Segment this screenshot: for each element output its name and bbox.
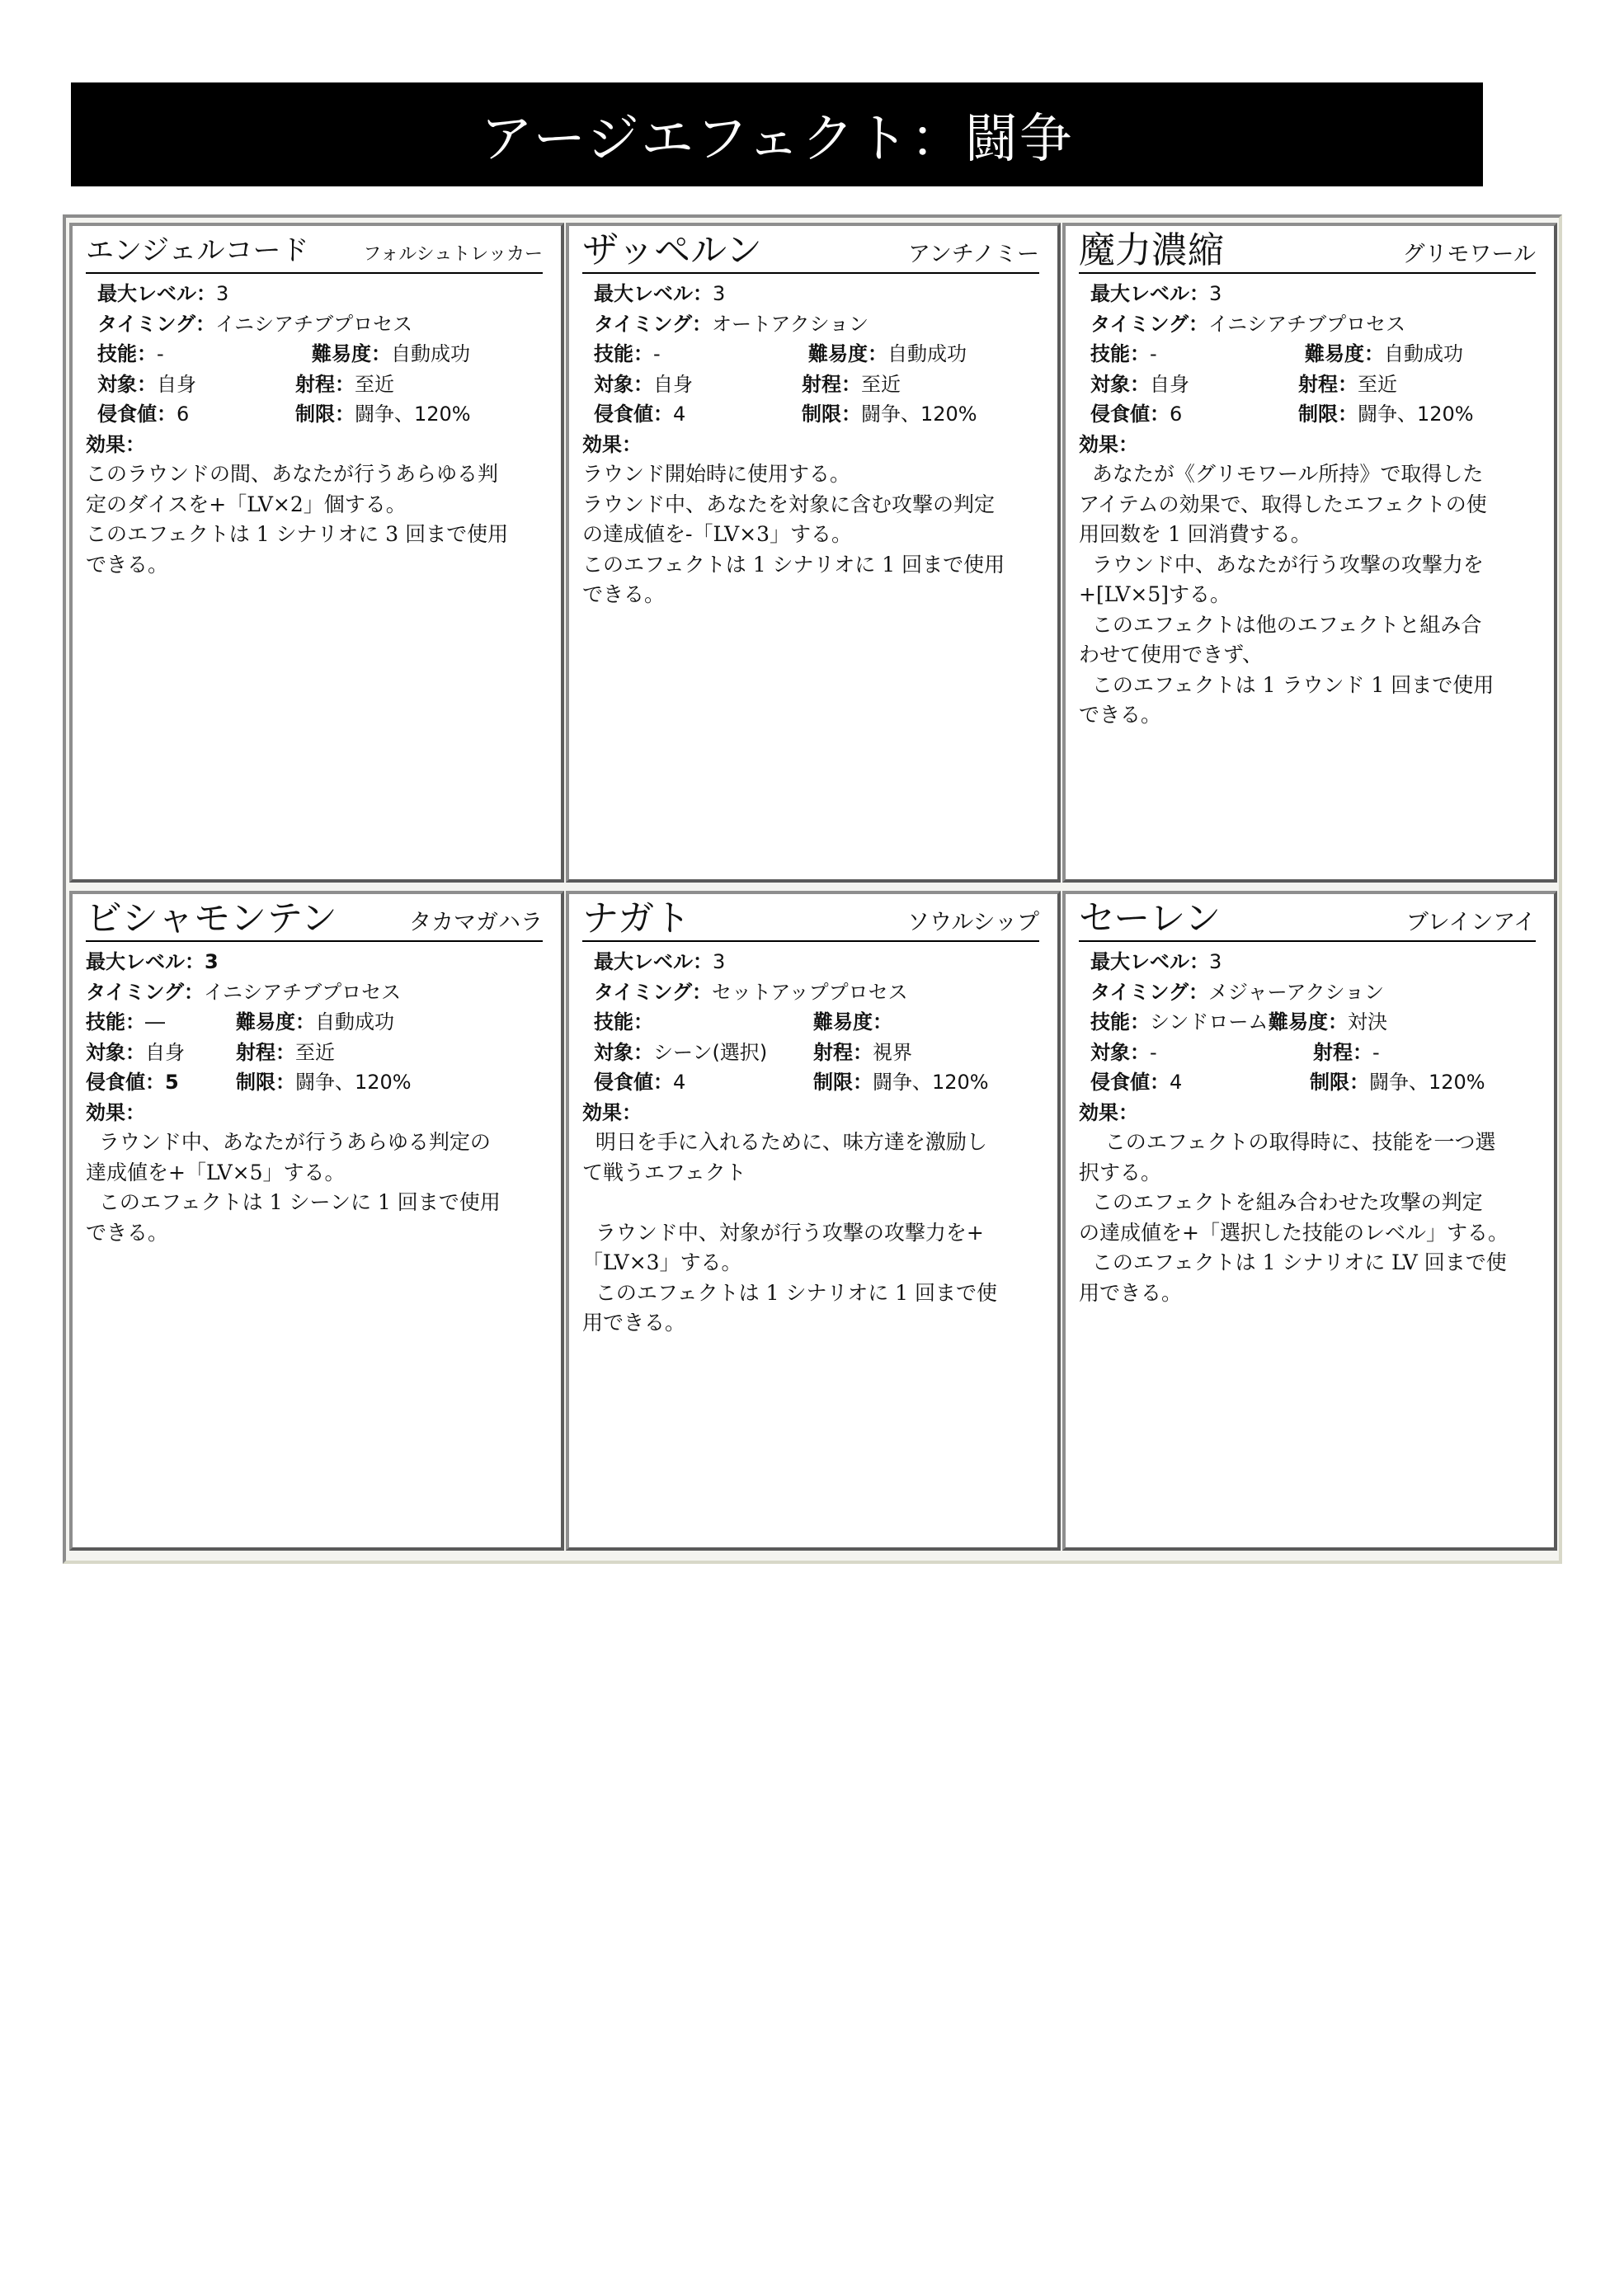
effect-description: このラウンドの間、あなたが行うあらゆる判 定のダイスを+「LV×2」個する。 このエフェクトは 1 シナリオに 3 回まで使用 できる。: [86, 462, 509, 577]
skill-value: ―: [145, 1010, 165, 1033]
range-label: 射程：: [813, 1040, 873, 1064]
skill-label: 技能：: [1090, 342, 1150, 365]
target-row: [594, 370, 1047, 400]
target-row: [1090, 370, 1544, 400]
erosion-value: 6: [177, 403, 190, 426]
skill-row: [97, 339, 551, 370]
effect-card: [566, 223, 1061, 883]
effect-description: あなたが《グリモワール所持》で取得した アイテムの効果で、取得したエフェクトの使 用回数を 1 回消費する。 ラウンド中、あなたが行う攻撃の攻撃力を +[LV×5]する。 このエフェクトは他のエフェクトと組み合 わせて使用できず、 このエフェクトは 1 ラウンド 1 回まで使用 できる。: [1079, 462, 1495, 727]
effect-name: セーレン: [1079, 897, 1222, 939]
limit-label: 制限：: [236, 1071, 295, 1094]
timing-label: タイミング：: [86, 980, 205, 1004]
timing-row: [594, 977, 1047, 1008]
skill-label: 技能：: [594, 1010, 653, 1033]
max-level-label: 最大レベル：: [1090, 950, 1209, 973]
erosion-row: [594, 399, 1047, 430]
effect-label: 効果：: [86, 1100, 145, 1124]
erosion-value: 5: [165, 1071, 179, 1094]
skill-row: [594, 339, 1047, 370]
card-header: [86, 231, 543, 274]
erosion-label: 侵食値：: [594, 403, 673, 426]
effect-label: 効果：: [1079, 1100, 1138, 1124]
range-value: -: [1372, 1040, 1380, 1064]
max-level-value: 3: [713, 950, 726, 973]
limit-value: 闘争、120%: [861, 403, 977, 426]
effect-description: このエフェクトの取得時に、技能を一つ選 択する。 このエフェクトを組み合わせた攻撃の判定 の達成値を+「選択した技能のレベル」する。 このエフェクトは 1 シナリオに LV 回まで使 用できる。: [1079, 1130, 1509, 1305]
syndrome-name: ブレインアイ: [1405, 910, 1536, 935]
target-value: 自身: [653, 372, 693, 396]
target-value: 自身: [145, 1040, 185, 1064]
target-value: 自身: [157, 372, 196, 396]
effect-stats: [1079, 947, 1544, 1098]
effect-label: 効果：: [582, 1100, 642, 1124]
effect-description: ラウンド開始時に使用する。 ラウンド中、あなたを対象に含む攻撃の判定 の達成値を-「LV×3」する。 このエフェクトは 1 シナリオに 1 回まで使用 できる。: [582, 462, 1005, 606]
effect-name: ビシャモンテン: [86, 897, 337, 939]
timing-label: タイミング：: [594, 980, 713, 1004]
difficulty-label: 難易度：: [236, 1010, 315, 1033]
max-level-row: [1090, 947, 1544, 977]
difficulty-label: 難易度：: [808, 342, 887, 365]
skill-value: -: [1150, 342, 1157, 365]
erosion-label: 侵食値：: [1090, 1071, 1170, 1094]
target-row: [1090, 1038, 1544, 1068]
erosion-label: 侵食値：: [97, 403, 177, 426]
syndrome-name: アンチノミー: [907, 242, 1039, 267]
limit-label: 制限：: [1298, 403, 1358, 426]
target-value: -: [1150, 1040, 1157, 1064]
skill-value: -: [157, 342, 164, 365]
card-header: [1079, 899, 1536, 942]
skill-row: [1090, 339, 1544, 370]
limit-value: 闘争、120%: [295, 1071, 412, 1094]
difficulty-label: 難易度：: [1305, 342, 1384, 365]
skill-label: 技能：: [86, 1010, 145, 1033]
erosion-value: 4: [673, 403, 686, 426]
target-label: 対象：: [1090, 1040, 1150, 1064]
effect-stats: [582, 279, 1047, 430]
max-level-row: [86, 947, 551, 977]
erosion-row: [1090, 399, 1544, 430]
timing-value: イニシアチブプロセス: [215, 312, 413, 336]
card-header: [1079, 231, 1536, 274]
timing-row: [97, 309, 551, 340]
card-header: [582, 899, 1039, 942]
difficulty-value: 自動成功: [887, 342, 967, 365]
effect-name: ザッペルン: [582, 229, 763, 271]
limit-value: 闘争、120%: [873, 1071, 989, 1094]
effect-description: ラウンド中、あなたが行うあらゆる判定の 達成値を+「LV×5」する。 このエフェクトは 1 シーンに 1 回まで使用 できる。: [86, 1130, 501, 1245]
page-title: アージエフェクト：闘争: [71, 82, 1483, 186]
range-label: 射程：: [1298, 372, 1358, 396]
range-value: 視界: [873, 1040, 912, 1064]
timing-label: タイミング：: [594, 312, 713, 336]
timing-value: メジャーアクション: [1208, 980, 1385, 1004]
timing-value: イニシアチブプロセス: [204, 980, 402, 1004]
range-value: 至近: [295, 1040, 335, 1064]
difficulty-value: 自動成功: [315, 1010, 394, 1033]
timing-row: [594, 309, 1047, 340]
max-level-label: 最大レベル：: [594, 282, 713, 305]
target-value: 自身: [1150, 372, 1189, 396]
limit-label: 制限：: [1310, 1071, 1369, 1094]
target-row: [86, 1038, 551, 1068]
difficulty-value: 自動成功: [391, 342, 470, 365]
effect-card: [69, 223, 564, 883]
erosion-value: 4: [1170, 1071, 1183, 1094]
effect-description: 明日を手に入れるために、味方達を激励し て戦うエフェクト ラウンド中、対象が行う攻撃の攻撃力を+ 「LV×3」する。 このエフェクトは 1 シナリオに 1 回まで使 用できる。: [582, 1130, 998, 1335]
effect-card: [69, 891, 564, 1551]
difficulty-label: 難易度：: [312, 342, 391, 365]
max-level-row: [594, 947, 1047, 977]
max-level-row: [97, 279, 551, 309]
skill-row: [86, 1007, 551, 1038]
max-level-label: 最大レベル：: [594, 950, 713, 973]
limit-label: 制限：: [295, 403, 355, 426]
effect-stats: [1079, 279, 1544, 430]
limit-label: 制限：: [813, 1071, 873, 1094]
erosion-row: [594, 1067, 1047, 1098]
effect-name: ナガト: [582, 897, 691, 939]
effect-name: エンジェルコード: [86, 234, 309, 267]
range-label: 射程：: [802, 372, 861, 396]
range-label: 射程：: [1313, 1040, 1372, 1064]
target-label: 対象：: [594, 372, 653, 396]
difficulty-value: 自動成功: [1384, 342, 1463, 365]
card-header: [582, 231, 1039, 274]
effect-label: 効果：: [582, 432, 642, 456]
effect-stats: [582, 947, 1047, 1098]
erosion-value: 4: [673, 1071, 686, 1094]
range-label: 射程：: [295, 372, 355, 396]
timing-value: セットアッププロセス: [712, 980, 908, 1004]
effect-card: [1062, 891, 1557, 1551]
erosion-row: [1090, 1067, 1544, 1098]
range-label: 射程：: [236, 1040, 295, 1064]
timing-label: タイミング：: [1090, 312, 1209, 336]
skill-label: 技能：: [594, 342, 653, 365]
target-row: [594, 1038, 1047, 1068]
effect-stats: [86, 947, 551, 1098]
syndrome-name: タカマガハラ: [409, 910, 543, 935]
card-header: [86, 899, 543, 942]
timing-row: [86, 977, 551, 1008]
max-level-row: [594, 279, 1047, 309]
limit-label: 制限：: [802, 403, 861, 426]
timing-value: イニシアチブプロセス: [1208, 312, 1406, 336]
erosion-row: [97, 399, 551, 430]
effect-card: [1062, 223, 1557, 883]
difficulty-value: 対決: [1348, 1010, 1387, 1033]
skill-value: シンドローム: [1150, 1010, 1269, 1033]
erosion-label: 侵食値：: [86, 1071, 165, 1094]
max-level-value: 3: [1209, 282, 1222, 305]
target-label: 対象：: [97, 372, 157, 396]
effect-label: 効果：: [1079, 432, 1138, 456]
max-level-value: 3: [1209, 950, 1222, 973]
limit-value: 闘争、120%: [1358, 403, 1474, 426]
max-level-label: 最大レベル：: [1090, 282, 1209, 305]
skill-row: [594, 1007, 1047, 1038]
effect-name: 魔力濃縮: [1079, 229, 1224, 271]
timing-value: オートアクション: [712, 312, 869, 336]
max-level-row: [1090, 279, 1544, 309]
max-level-value: 3: [205, 950, 219, 973]
skill-label: 技能：: [97, 342, 157, 365]
skill-label: 技能：: [1090, 1010, 1150, 1033]
skill-value: -: [653, 342, 661, 365]
syndrome-name: グリモワール: [1402, 242, 1536, 267]
timing-row: [1090, 977, 1544, 1008]
max-level-value: 3: [713, 282, 726, 305]
timing-label: タイミング：: [97, 312, 216, 336]
erosion-label: 侵食値：: [594, 1071, 673, 1094]
effect-card: [566, 891, 1061, 1551]
effect-stats: [86, 279, 551, 430]
syndrome-name: ソウルシップ: [907, 910, 1039, 935]
skill-row: [1090, 1007, 1544, 1038]
target-label: 対象：: [1090, 372, 1150, 396]
target-label: 対象：: [86, 1040, 145, 1064]
target-value: シーン(選択): [653, 1040, 768, 1064]
difficulty-label: 難易度：: [813, 1010, 892, 1033]
max-level-value: 3: [216, 282, 229, 305]
difficulty-label: 難易度：: [1269, 1010, 1348, 1033]
timing-label: タイミング：: [1090, 980, 1209, 1004]
erosion-value: 6: [1170, 403, 1183, 426]
timing-row: [1090, 309, 1544, 340]
syndrome-name: フォルシュトレッカー: [363, 244, 543, 265]
target-row: [97, 370, 551, 400]
limit-value: 闘争、120%: [355, 403, 471, 426]
range-value: 至近: [355, 372, 394, 396]
effect-label: 効果：: [86, 432, 145, 456]
max-level-label: 最大レベル：: [97, 282, 216, 305]
erosion-row: [86, 1067, 551, 1098]
max-level-label: 最大レベル：: [86, 950, 205, 973]
range-value: 至近: [861, 372, 901, 396]
erosion-label: 侵食値：: [1090, 403, 1170, 426]
limit-value: 闘争、120%: [1369, 1071, 1485, 1094]
range-value: 至近: [1358, 372, 1397, 396]
target-label: 対象：: [594, 1040, 653, 1064]
